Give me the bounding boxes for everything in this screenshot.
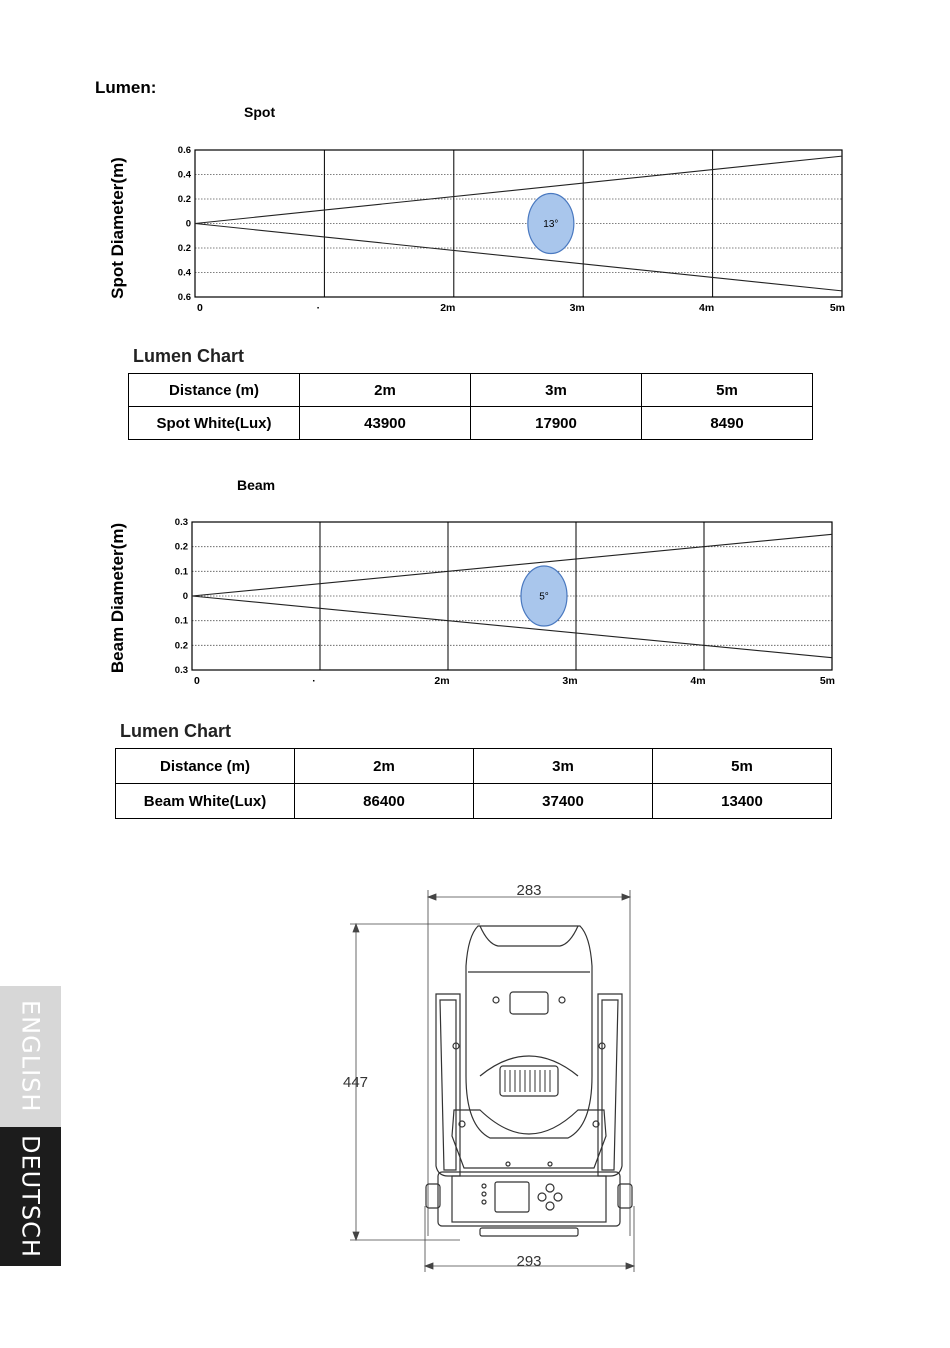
y-tick-label: 0.6 (177, 292, 191, 303)
fixture-dimension-drawing (330, 876, 650, 1276)
y-tick-label: 0.4 (177, 169, 191, 181)
beam-table-header-cell: 3m (474, 749, 653, 784)
angle-annotation-label: 13° (543, 219, 559, 230)
spot-lux-table (128, 373, 813, 440)
y-tick-label: 0.1 (174, 615, 188, 627)
section-title: Lumen: (95, 78, 157, 97)
x-tick-label: 5m (829, 302, 845, 314)
tab-english[interactable] (0, 986, 61, 1127)
spot-table-row (129, 407, 813, 440)
y-tick-label: 0.6 (177, 145, 191, 156)
spot-chart-ylabel: Spot Diameter(m) (108, 157, 127, 299)
y-tick-label: 0.1 (174, 566, 188, 578)
y-tick-label: 0.2 (174, 541, 188, 553)
vent-slots (505, 1070, 550, 1092)
angle-annotation-label: 5° (539, 591, 549, 603)
x-tick-label: 4m (690, 675, 706, 687)
spot-table-header-cell: 3m (471, 374, 642, 407)
dimension-height: 447 (343, 1074, 369, 1091)
moving-head (453, 926, 605, 1138)
beam-chart (165, 507, 850, 692)
beam-table-row (116, 784, 832, 819)
spot-table-cell: 17900 (471, 407, 642, 440)
beam-table-header-cell: 2m (295, 749, 474, 784)
beam-chart-title: Beam (237, 477, 276, 493)
spot-table-cell: Spot White(Lux) (129, 407, 300, 440)
spot-chart-title: Spot (244, 104, 276, 120)
y-tick-label: 0.3 (174, 665, 188, 676)
beam-edge-upper (195, 156, 842, 223)
dimension-top-width: 283 (516, 882, 542, 899)
tab-deutsch-label: DEUTSCH (16, 1135, 45, 1258)
x-tick-label: 5m (819, 675, 835, 687)
beam-table-cell: 86400 (295, 784, 474, 819)
y-tick-label: 0.2 (174, 640, 188, 652)
yoke-arms (436, 994, 622, 1176)
beam-edge-upper (192, 534, 832, 596)
x-tick-label: 2m (440, 302, 456, 314)
fixture-base (426, 1172, 632, 1236)
x-tick-label: 3m (562, 675, 578, 687)
beam-chart-ylabel: Beam Diameter(m) (108, 522, 127, 674)
beam-edge-lower (192, 596, 832, 658)
spot-chart (165, 135, 850, 320)
beam-table-cell: 37400 (474, 784, 653, 819)
x-tick-label: 2m (434, 675, 450, 687)
y-tick-label: 0.3 (174, 517, 188, 528)
beam-table-cell: Beam White(Lux) (116, 784, 295, 819)
beam-table-header-row (116, 749, 832, 784)
tab-english-label: ENGLISH (16, 1000, 45, 1113)
spot-table-header-row (129, 374, 813, 407)
y-tick-label: 0 (185, 218, 191, 230)
beam-table-header-cell: 5m (653, 749, 832, 784)
spot-table-header-cell: Distance (m) (129, 374, 300, 407)
y-tick-label: 0.4 (177, 267, 191, 279)
spot-table-header-cell: 5m (642, 374, 813, 407)
x-tick-label: 0 (197, 302, 203, 314)
yoke-base (452, 1110, 606, 1168)
x-tick-label: 3m (569, 302, 585, 314)
beam-edge-lower (195, 224, 842, 291)
beam-table-header-cell: Distance (m) (116, 749, 295, 784)
x-tick-label: · (312, 675, 316, 687)
spot-table-cell: 43900 (300, 407, 471, 440)
spot-lumen-chart-title: Lumen Chart (133, 346, 245, 366)
spot-table-cell: 8490 (642, 407, 813, 440)
y-tick-label: 0 (182, 591, 188, 602)
dimension-bottom-width: 293 (516, 1253, 542, 1270)
y-tick-label: 0.2 (177, 194, 191, 205)
spot-table-header-cell: 2m (300, 374, 471, 407)
x-tick-label: 4m (699, 302, 715, 314)
beam-lumen-chart-title: Lumen Chart (120, 721, 232, 741)
beam-lux-table (115, 748, 832, 819)
beam-table-cell: 13400 (653, 784, 832, 819)
x-tick-label: · (316, 302, 321, 314)
tab-deutsch[interactable] (0, 1127, 61, 1266)
y-tick-label: 0.2 (177, 243, 191, 254)
x-tick-label: 0 (194, 675, 200, 687)
